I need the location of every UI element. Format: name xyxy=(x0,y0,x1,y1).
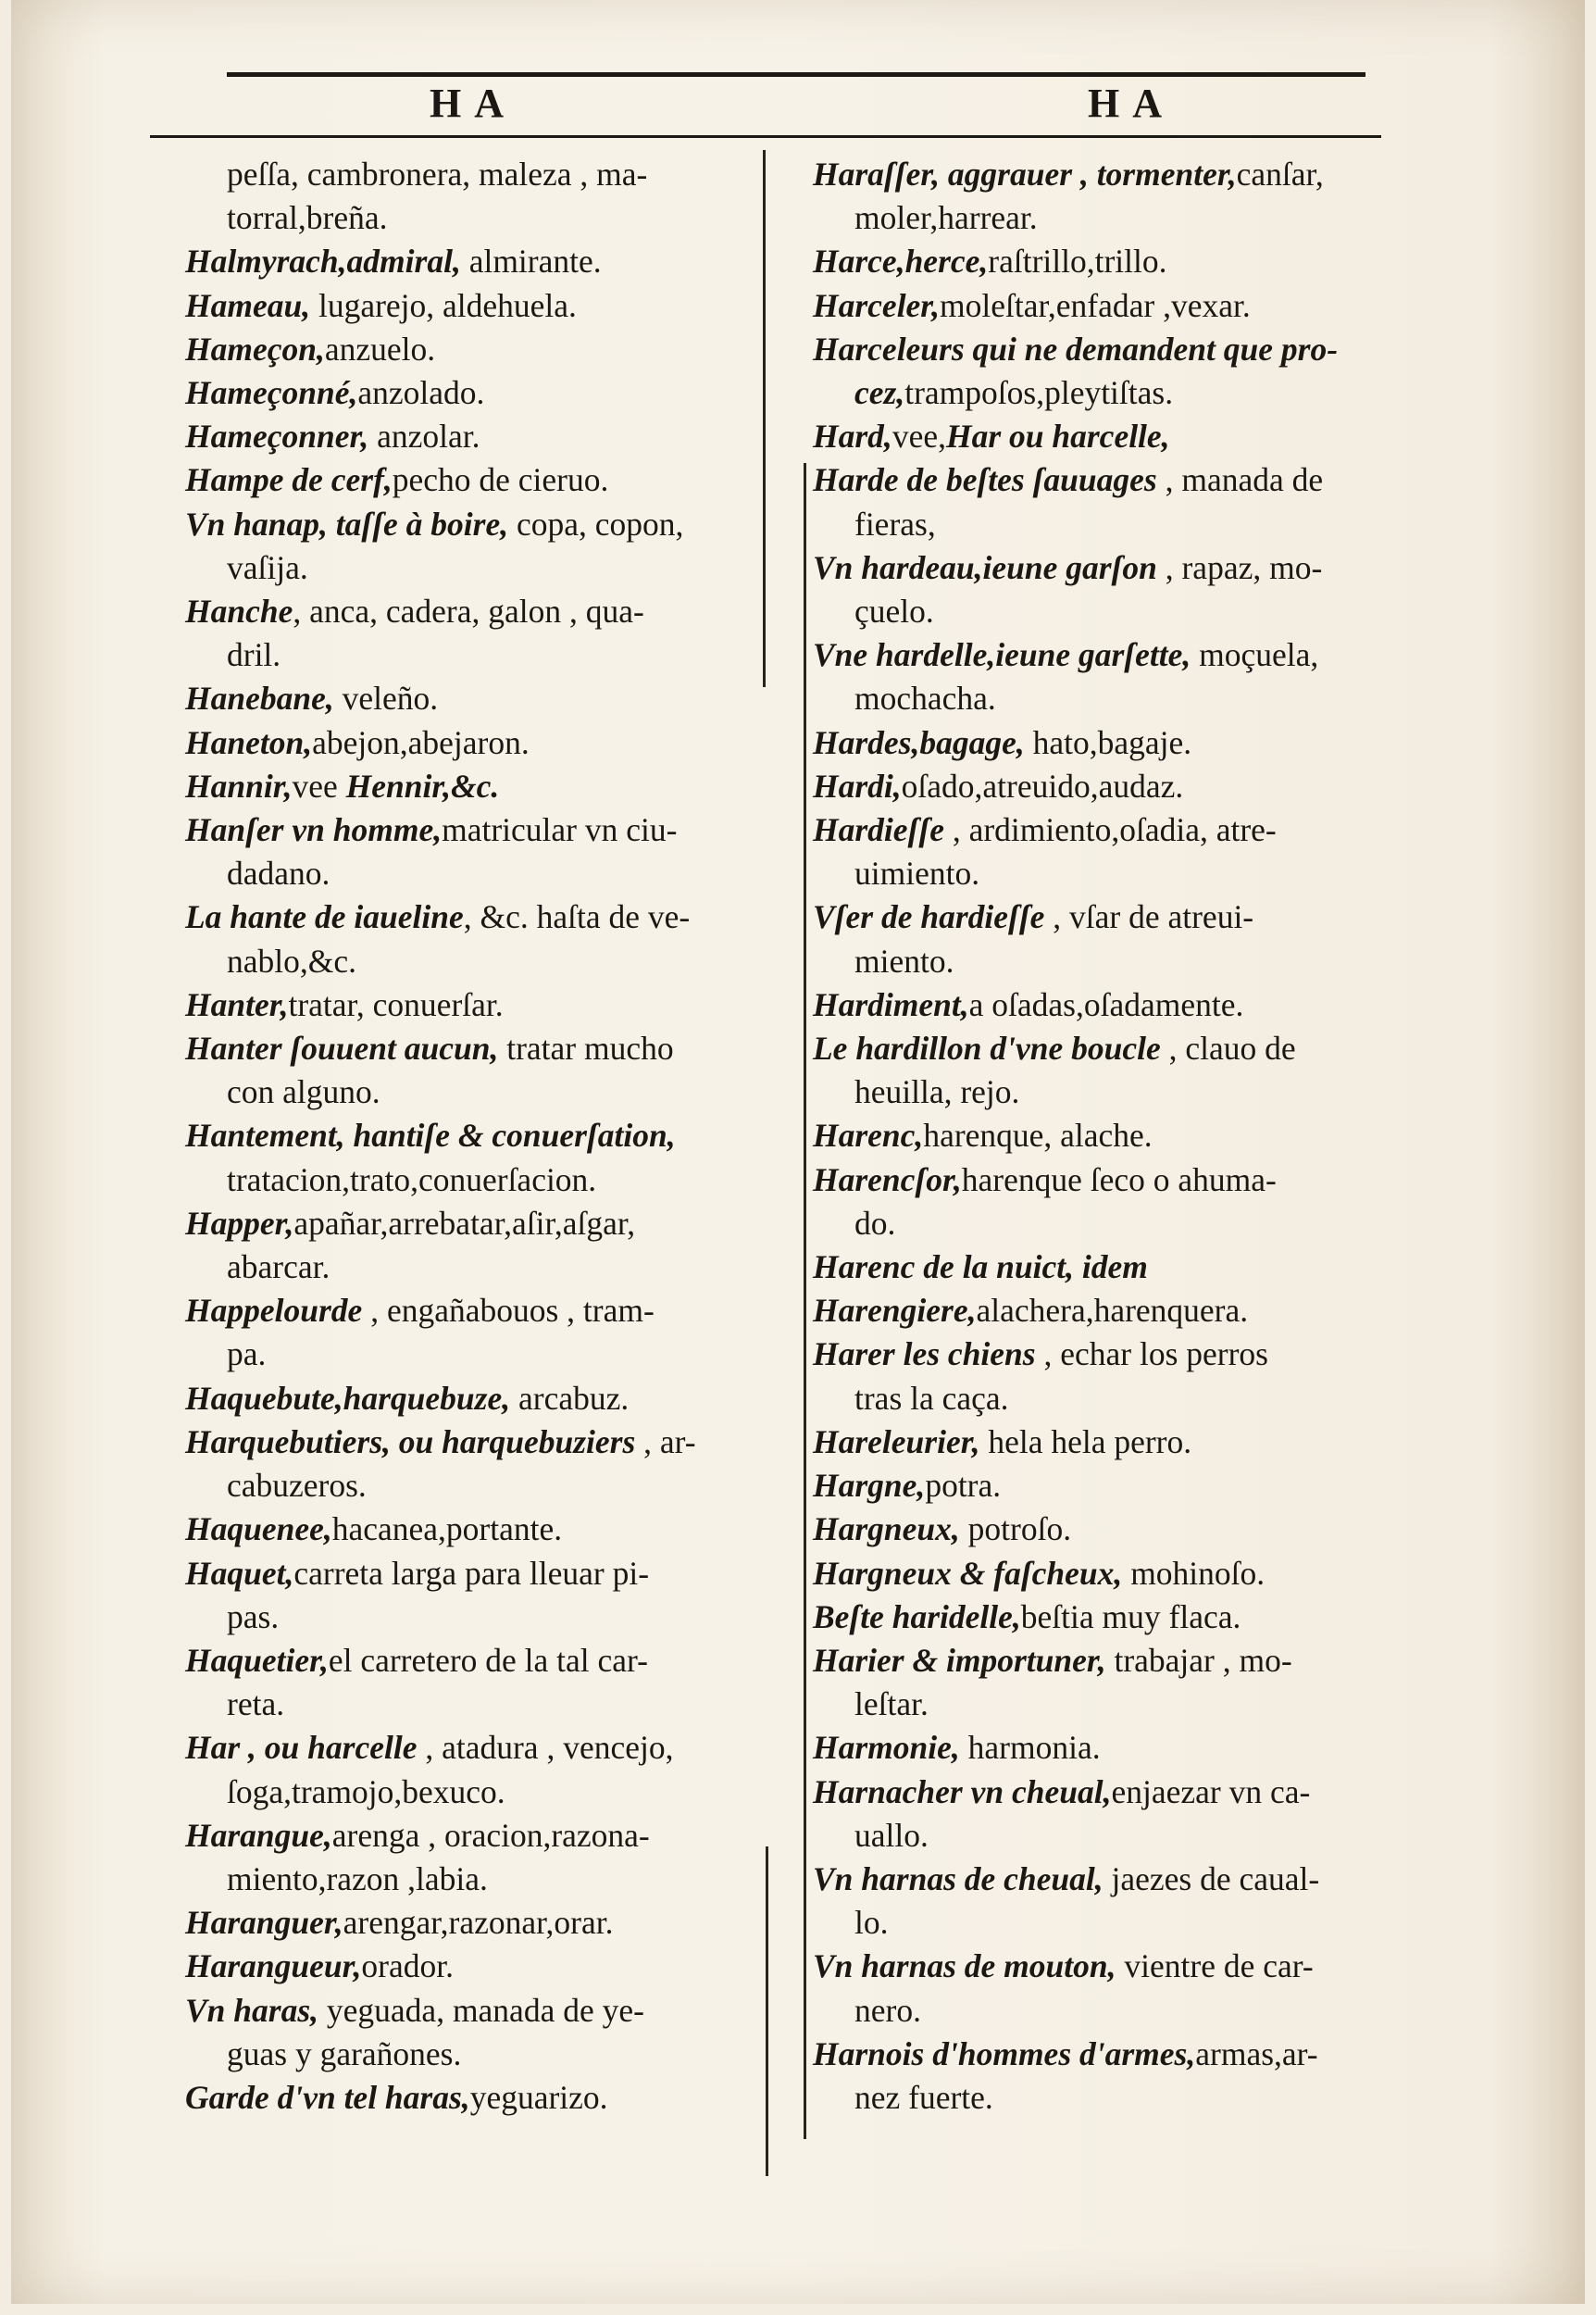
dictionary-entry xyxy=(185,2076,761,2120)
headword: Vn harnas de cheual, xyxy=(813,1859,1103,1897)
translation: armas,ar- xyxy=(1195,2034,1318,2072)
translation: nablo,&c. xyxy=(227,942,356,980)
translation: harmonia. xyxy=(959,1729,1101,1767)
headword: Harier & importuner, xyxy=(813,1641,1106,1679)
entry-continuation xyxy=(185,1333,761,1376)
dictionary-entry xyxy=(813,1552,1387,1595)
translation: nero. xyxy=(854,1991,921,2029)
headword: Harengiere, xyxy=(813,1292,977,1330)
dictionary-entry xyxy=(813,458,1387,502)
headword: Hameçonné, xyxy=(185,374,358,412)
headword: Harnacher vn cheual, xyxy=(813,1772,1112,1810)
translation: , vſar de atreui- xyxy=(1044,898,1254,936)
headword: Harce,herce, xyxy=(813,243,989,281)
entry-continuation xyxy=(185,2033,761,2076)
entry-continuation xyxy=(185,1595,761,1639)
translation: reta. xyxy=(227,1685,285,1723)
dictionary-entry xyxy=(185,1377,761,1420)
entry-continuation xyxy=(813,1202,1387,1245)
headword: La hante de iaueline xyxy=(185,898,464,936)
headword: Harer les chiens xyxy=(813,1335,1036,1373)
translation: a oſadas,oſadamente. xyxy=(968,985,1244,1023)
translation: , clauo de xyxy=(1160,1030,1296,1068)
translation: raſtrillo,trillo. xyxy=(988,243,1167,281)
running-head-left: HA xyxy=(430,81,517,126)
dictionary-entry xyxy=(185,1901,761,1945)
dictionary-entry xyxy=(185,677,761,720)
translation: potra. xyxy=(925,1467,1002,1505)
translation: dadano. xyxy=(227,855,330,893)
translation: veleño. xyxy=(333,680,439,718)
translation: tratar, conuerſar. xyxy=(288,985,504,1023)
headword: Vn hardeau,ieune garſon xyxy=(813,548,1157,586)
dictionary-entry xyxy=(185,1420,761,1464)
headword: Harmonie, xyxy=(813,1729,960,1767)
dictionary-entry xyxy=(185,808,761,852)
dictionary-entry xyxy=(813,1333,1387,1376)
translation: cabuzeros. xyxy=(227,1467,367,1505)
translation: enjaezar vn ca- xyxy=(1111,1772,1311,1810)
headword: Hanter ſouuent aucun, xyxy=(185,1030,499,1068)
headword: Vn haras, xyxy=(185,1991,319,2029)
entry-continuation xyxy=(185,940,761,983)
headword: Harangue, xyxy=(185,1816,332,1854)
translation: jaezes de caual- xyxy=(1103,1859,1320,1897)
dictionary-entry xyxy=(185,371,761,415)
translation: potroſo. xyxy=(959,1510,1072,1548)
entry-continuation xyxy=(185,1464,761,1508)
dictionary-entry xyxy=(185,1202,761,1245)
dictionary-entry xyxy=(813,240,1387,283)
headword: Hardes,bagage, xyxy=(813,723,1025,761)
headword: Hannir, xyxy=(185,767,293,805)
entry-continuation xyxy=(185,1858,761,1901)
headword: Le hardillon d'vne boucle xyxy=(813,1030,1161,1068)
headword: Haquetier, xyxy=(185,1641,329,1679)
headword: Haquebute,harquebuze, xyxy=(185,1379,511,1417)
dictionary-entry xyxy=(813,808,1387,852)
translation: arcabuz. xyxy=(510,1379,630,1417)
dictionary-entry xyxy=(185,765,761,808)
translation: mochacha. xyxy=(854,680,996,718)
headword: Hard, xyxy=(813,418,892,456)
entry-continuation xyxy=(185,1158,761,1202)
dictionary-entry xyxy=(185,1639,761,1683)
translation: pecho de cieruo. xyxy=(392,461,609,499)
translation: hacanea,portante. xyxy=(331,1510,563,1548)
dictionary-entry xyxy=(813,895,1387,939)
dictionary-entry xyxy=(185,1989,761,2033)
translation: lugarejo, aldehuela. xyxy=(310,286,577,324)
translation: , ar- xyxy=(635,1422,696,1460)
dictionary-entry xyxy=(185,1945,761,1988)
entry-continuation xyxy=(813,371,1387,415)
entry-continuation xyxy=(813,940,1387,983)
translation: pas. xyxy=(227,1597,280,1635)
translation: moler,harrear. xyxy=(854,199,1038,237)
headword: Haneton, xyxy=(185,723,313,761)
dictionary-entry xyxy=(185,1027,761,1070)
header-rule xyxy=(150,135,1381,138)
translation: dril. xyxy=(227,636,281,674)
headword: Har ou harcelle, xyxy=(945,418,1170,456)
dictionary-entry xyxy=(813,546,1387,590)
dictionary-entry xyxy=(813,721,1387,765)
translation: torral,breña. xyxy=(227,199,388,237)
translation: vee, xyxy=(892,418,946,456)
translation: peſſa, cambronera, maleza , ma- xyxy=(227,156,648,193)
translation: fieras, xyxy=(854,505,936,543)
translation: , anca, cadera, galon , qua- xyxy=(293,593,644,631)
dictionary-entry xyxy=(185,1552,761,1595)
dictionary-entry xyxy=(813,1771,1387,1814)
running-head-right: HA xyxy=(1088,81,1175,126)
headword: Hargneux & faſcheux, xyxy=(813,1554,1123,1592)
translation: vee xyxy=(292,767,346,805)
translation: alachera,harenquera. xyxy=(976,1292,1249,1330)
headword: Happelourde xyxy=(185,1292,363,1330)
entry-continuation xyxy=(185,546,761,590)
translation: , echar los perros xyxy=(1035,1335,1268,1373)
headword: Hanche xyxy=(185,593,293,631)
headword: Hardiment, xyxy=(813,985,969,1023)
translation: uimiento. xyxy=(854,855,980,893)
translation: matricular vn ciu- xyxy=(442,811,678,849)
headword: Vſer de hardieſſe xyxy=(813,898,1045,936)
entry-continuation xyxy=(813,1070,1387,1114)
translation: do. xyxy=(854,1204,896,1242)
right-column xyxy=(813,153,1387,2120)
translation: , &c. haſta de ve- xyxy=(463,898,691,936)
translation: beſtia muy flaca. xyxy=(1020,1597,1241,1635)
translation: con alguno. xyxy=(227,1073,380,1111)
translation: arenga , oracion,razona- xyxy=(331,1816,650,1854)
dictionary-entry xyxy=(185,240,761,283)
headword: Haquenee, xyxy=(185,1510,332,1548)
translation: orador. xyxy=(361,1947,454,1985)
translation: arengar,razonar,orar. xyxy=(343,1904,614,1942)
translation: copa, copon, xyxy=(508,505,684,543)
headword: Garde d'vn tel haras, xyxy=(185,2078,470,2116)
headword: Harenc de la nuict, idem xyxy=(813,1248,1148,1286)
headword: Hardieſſe xyxy=(813,811,944,849)
translation: lo. xyxy=(854,1904,889,1942)
dictionary-entry xyxy=(185,1289,761,1333)
headword: Harenc, xyxy=(813,1117,924,1155)
dictionary-entry xyxy=(185,983,761,1027)
translation: hato,bagaje. xyxy=(1024,723,1192,761)
headword: Harangueur, xyxy=(185,1947,362,1985)
dictionary-entry xyxy=(813,1639,1387,1683)
translation: canſar, xyxy=(1236,156,1324,193)
dictionary-entry xyxy=(813,328,1387,371)
translation: trabajar , mo- xyxy=(1105,1641,1292,1679)
translation: moleſtar,enfadar ,vexar. xyxy=(940,286,1251,324)
dictionary-entry xyxy=(813,765,1387,808)
dictionary-entry xyxy=(813,2033,1387,2076)
translation: apañar,arrebatar,aſir,aſgar, xyxy=(293,1204,636,1242)
dictionary-entry xyxy=(813,1420,1387,1464)
headword: Happer, xyxy=(185,1204,294,1242)
headword: Hardi, xyxy=(813,767,902,805)
dictionary-entry xyxy=(813,415,1387,458)
dictionary-entry xyxy=(185,895,761,939)
headword: Har , ou harcelle xyxy=(185,1729,418,1767)
headword: Hennir,&c. xyxy=(345,767,500,805)
dictionary-entry xyxy=(813,1595,1387,1639)
dictionary-entry xyxy=(813,983,1387,1027)
dictionary-entry xyxy=(813,1945,1387,1988)
headword: cez, xyxy=(854,374,905,412)
headword: Hameçonner, xyxy=(185,418,369,456)
headword: Hampe de cerf, xyxy=(185,461,393,499)
translation: guas y garañones. xyxy=(227,2034,462,2072)
headword: Hargneux, xyxy=(813,1510,960,1548)
dictionary-entry xyxy=(185,328,761,371)
translation: anzolar. xyxy=(368,418,480,456)
dictionary-entry xyxy=(813,633,1387,677)
headword: Haquet, xyxy=(185,1554,294,1592)
dictionary-entry xyxy=(813,1027,1387,1070)
entry-continuation xyxy=(185,1070,761,1114)
translation: , engañabouos , tram- xyxy=(362,1292,655,1330)
translation: nez fuerte. xyxy=(854,2078,993,2116)
entry-continuation xyxy=(813,852,1387,895)
translation: leſtar. xyxy=(854,1685,929,1723)
book-page xyxy=(11,0,1585,2304)
headword: Harquebutiers, ou harquebuziers xyxy=(185,1422,636,1460)
entry-continuation xyxy=(813,1377,1387,1420)
headword: Beſte haridelle, xyxy=(813,1597,1021,1635)
headword: Hameau, xyxy=(185,286,311,324)
headword: Harceler, xyxy=(813,286,941,324)
translation: heuilla, rejo. xyxy=(854,1073,1020,1111)
headword: Hareleurier, xyxy=(813,1422,980,1460)
translation: el carretero de la tal car- xyxy=(328,1641,648,1679)
translation: uallo. xyxy=(854,1816,929,1854)
dictionary-entry xyxy=(813,284,1387,328)
headword: Hanebane, xyxy=(185,680,334,718)
translation: harenque ſeco o ahuma- xyxy=(961,1160,1277,1198)
entry-continuation xyxy=(185,1245,761,1289)
column-rule xyxy=(804,463,806,991)
translation: tras la caça. xyxy=(854,1379,1009,1417)
translation: pa. xyxy=(227,1335,267,1373)
dictionary-entry xyxy=(813,1464,1387,1508)
dictionary-entry xyxy=(813,1289,1387,1333)
translation: , atadura , vencejo, xyxy=(417,1729,674,1767)
entry-continuation xyxy=(813,1814,1387,1858)
dictionary-entry xyxy=(813,153,1387,196)
dictionary-entry xyxy=(813,1114,1387,1158)
column-rule xyxy=(766,1846,768,2176)
translation: miento. xyxy=(854,942,954,980)
entry-continuation xyxy=(813,1901,1387,1945)
translation: almirante. xyxy=(460,243,602,281)
headword: Harde de beſtes ſauuages xyxy=(813,461,1157,499)
translation: , manada de xyxy=(1156,461,1324,499)
translation: abejon,abejaron. xyxy=(312,723,530,761)
translation: carreta larga para lleuar pi- xyxy=(293,1554,650,1592)
entry-continuation xyxy=(185,852,761,895)
translation: , ardimiento,oſadia, atre- xyxy=(943,811,1277,849)
entry-continuation xyxy=(813,1683,1387,1726)
headword: Harnois d'hommes d'armes, xyxy=(813,2034,1196,2072)
dictionary-entry xyxy=(813,1726,1387,1770)
headword: Harencſor, xyxy=(813,1160,962,1198)
translation: çuelo. xyxy=(854,593,934,631)
dictionary-entry xyxy=(185,590,761,633)
headword: Haranguer, xyxy=(185,1904,343,1942)
column-rule xyxy=(763,150,766,687)
dictionary-entry xyxy=(185,1508,761,1551)
translation: vientre de car- xyxy=(1116,1947,1314,1985)
headword: Hanter, xyxy=(185,985,289,1023)
translation: trampoſos,pleytiſtas. xyxy=(904,374,1174,412)
dictionary-entry xyxy=(185,1726,761,1770)
entry-continuation xyxy=(813,2076,1387,2120)
entry-continuation xyxy=(813,196,1387,240)
left-column xyxy=(185,153,761,2120)
translation: ſoga,tramojo,bexuco. xyxy=(227,1772,505,1810)
translation: yeguarizo. xyxy=(469,2078,608,2116)
entry-continuation xyxy=(813,677,1387,720)
translation: abarcar. xyxy=(227,1248,330,1286)
headword: Hameçon, xyxy=(185,330,325,368)
entry-continuation xyxy=(185,1771,761,1814)
headword: Hantement, hantiſe & conuerſation, xyxy=(185,1117,676,1155)
headword: Hargne, xyxy=(813,1467,926,1505)
translation: yeguada, manada de ye- xyxy=(318,1991,644,2029)
dictionary-entry xyxy=(185,721,761,765)
translation: tratacion,trato,conuerſacion. xyxy=(227,1160,597,1198)
translation: mohinoſo. xyxy=(1122,1554,1266,1592)
entry-continuation xyxy=(185,633,761,677)
entry-continuation xyxy=(813,1989,1387,2033)
dictionary-entry xyxy=(185,284,761,328)
headword: Hanſer vn homme, xyxy=(185,811,443,849)
headword: Vne hardelle,ieune garſette, xyxy=(813,636,1191,674)
dictionary-entry xyxy=(185,503,761,546)
dictionary-entry xyxy=(813,1858,1387,1901)
headword: Halmyrach,admiral, xyxy=(185,243,461,281)
column-rule xyxy=(804,991,806,2139)
top-rule xyxy=(227,72,1365,77)
translation: oſado,atreuido,audaz. xyxy=(901,767,1184,805)
translation: vaſija. xyxy=(227,548,308,586)
translation: harenque, alache. xyxy=(923,1117,1153,1155)
entry-continuation xyxy=(813,590,1387,633)
translation: , rapaz, mo- xyxy=(1156,548,1323,586)
translation: anzolado. xyxy=(357,374,485,412)
headword: Harceleurs qui ne demandent que pro- xyxy=(813,330,1339,368)
headword: Vn harnas de mouton, xyxy=(813,1947,1116,1985)
translation: hela hela perro. xyxy=(979,1422,1192,1460)
dictionary-entry xyxy=(813,1158,1387,1202)
dictionary-entry xyxy=(185,153,761,196)
entry-continuation xyxy=(185,196,761,240)
entry-continuation xyxy=(185,1683,761,1726)
translation: moçuela, xyxy=(1191,636,1319,674)
dictionary-entry xyxy=(813,1245,1387,1289)
dictionary-entry xyxy=(185,458,761,502)
dictionary-entry xyxy=(813,1508,1387,1551)
dictionary-entry xyxy=(185,1814,761,1858)
headword: Haraſſer, aggrauer , tormenter, xyxy=(813,156,1237,193)
headword: Vn hanap, taſſe à boire, xyxy=(185,505,509,543)
entry-continuation xyxy=(813,503,1387,546)
translation: anzuelo. xyxy=(324,330,436,368)
dictionary-entry xyxy=(185,415,761,458)
dictionary-entry xyxy=(185,1114,761,1158)
translation: tratar mucho xyxy=(498,1030,674,1068)
translation: miento,razon ,labia. xyxy=(227,1859,488,1897)
